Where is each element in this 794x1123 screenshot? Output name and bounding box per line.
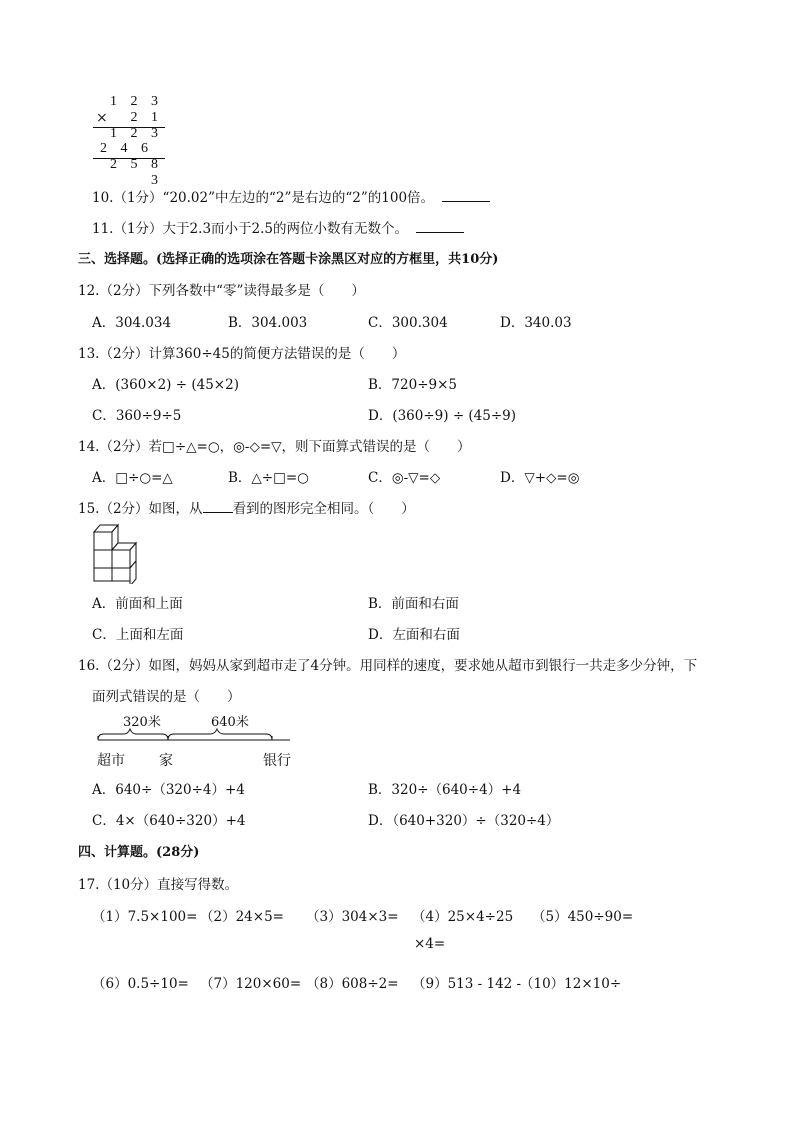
option-16d[interactable]: D．（640+320）÷（320÷4）: [368, 813, 560, 829]
option-14d[interactable]: D．▽+◇=◎: [500, 470, 580, 486]
option-15b[interactable]: B．前面和右面: [368, 596, 459, 612]
calc-item-1: （1）7.5×100=: [92, 909, 198, 925]
option-15c[interactable]: C．上面和左面: [92, 627, 184, 643]
question-10: [92, 186, 490, 206]
question-11-text: 11.（1分）大于2.3而小于2.5的两位小数有无数个。: [92, 221, 408, 237]
multiply-sign: ×: [96, 110, 108, 126]
calc-row-3: 1 2 3: [110, 126, 163, 141]
question-13-stem: 13.（2分）计算360÷45的简便方法错误的是（ ）: [78, 346, 406, 362]
calc-row-2: 2 1: [130, 110, 163, 125]
point-label-supermarket: 超市: [97, 753, 125, 769]
answer-blank[interactable]: [416, 220, 464, 233]
question-15-stem-end: 看到的图形完全相同。（ ）: [232, 501, 415, 517]
option-15a[interactable]: A．前面和上面: [92, 596, 183, 612]
calc-row-1: 1 2 3: [110, 94, 163, 109]
question-14-stem: 14.（2分）若□÷△=○，◎-◇=▽，则下面算式错误的是（ ）: [78, 439, 471, 455]
option-13b[interactable]: B．720÷9×5: [368, 377, 457, 393]
option-14a[interactable]: A．□÷○=△: [92, 470, 173, 486]
calc-row-5: 2 5 8 3: [110, 157, 163, 188]
question-10-text: 10.（1分）“20.02”中左边的“2”是右边的“2”的100倍。: [92, 190, 435, 206]
calc-item-5: （5）450÷90=: [532, 909, 634, 925]
calc-item-8: （8）608÷2=: [306, 976, 399, 992]
option-13a[interactable]: A．(360×2) ÷ (45×2): [92, 377, 239, 393]
option-12a[interactable]: A．304.034: [92, 315, 172, 331]
point-label-bank: 银行: [263, 753, 291, 769]
question-11: [92, 217, 464, 237]
option-16b[interactable]: B．320÷（640÷4）+4: [368, 782, 522, 798]
calc-item-2: （2）24×5=: [200, 909, 284, 925]
option-12d[interactable]: D．340.03: [500, 315, 572, 331]
calc-row-4: 2 4 6: [100, 141, 153, 156]
calc-item-3: （3）304×3=: [306, 909, 399, 925]
question-17-stem: 17.（10分）直接写得数。: [78, 877, 239, 893]
option-15d[interactable]: D．左面和右面: [368, 627, 460, 643]
question-16-stem-line1: 16.（2分）如图，妈妈从家到超市走了4分钟。用同样的速度，要求她从超市到银行一共走多少分钟，下: [78, 658, 698, 674]
calc-item-4: （4）25×4÷25: [412, 909, 514, 925]
section-3-heading: 三、选择题。(选择正确的选项涂在答题卡涂黑区对应的方框里，共10分): [78, 252, 499, 267]
option-16c[interactable]: C．4×（640÷320）+4: [92, 813, 246, 829]
option-13c[interactable]: C．360÷9÷5: [92, 408, 182, 424]
distance-line-svg: [90, 726, 300, 750]
question-12-stem: 12.（2分）下列各数中“零”读得最多是（ ）: [78, 283, 365, 299]
question-16-stem-line2: 面列式错误的是（ ）: [92, 689, 241, 705]
section-4-heading: 四、计算题。(28分): [78, 845, 200, 860]
distance-label-1: 320米: [123, 715, 161, 730]
question-15-stem: [78, 497, 415, 517]
option-12b[interactable]: B．304.003: [228, 315, 308, 331]
cube-stack-figure: [92, 520, 148, 584]
option-12c[interactable]: C．300.304: [368, 315, 448, 331]
calc-item-4-continued: ×4=: [414, 936, 446, 952]
option-14c[interactable]: C．◎-▽=◇: [368, 470, 441, 486]
point-label-home: 家: [159, 753, 173, 769]
distance-label-2: 640米: [211, 715, 249, 730]
option-13d[interactable]: D．(360÷9) ÷ (45÷9): [368, 408, 517, 424]
option-14b[interactable]: B．△÷□=○: [228, 470, 309, 486]
option-16a[interactable]: A．640÷（320÷4）+4: [92, 782, 245, 798]
question-15-stem-start: 15.（2分）如图，从: [78, 501, 203, 517]
answer-blank[interactable]: [203, 500, 233, 513]
calc-item-7: （7）120×60=: [200, 976, 302, 992]
calc-item-9: （9）513 - 142 -: [412, 976, 522, 992]
answer-blank[interactable]: [442, 189, 490, 202]
calc-item-10: （10）12×10÷: [520, 976, 622, 992]
calc-item-6: （6）0.5÷10=: [92, 976, 189, 992]
